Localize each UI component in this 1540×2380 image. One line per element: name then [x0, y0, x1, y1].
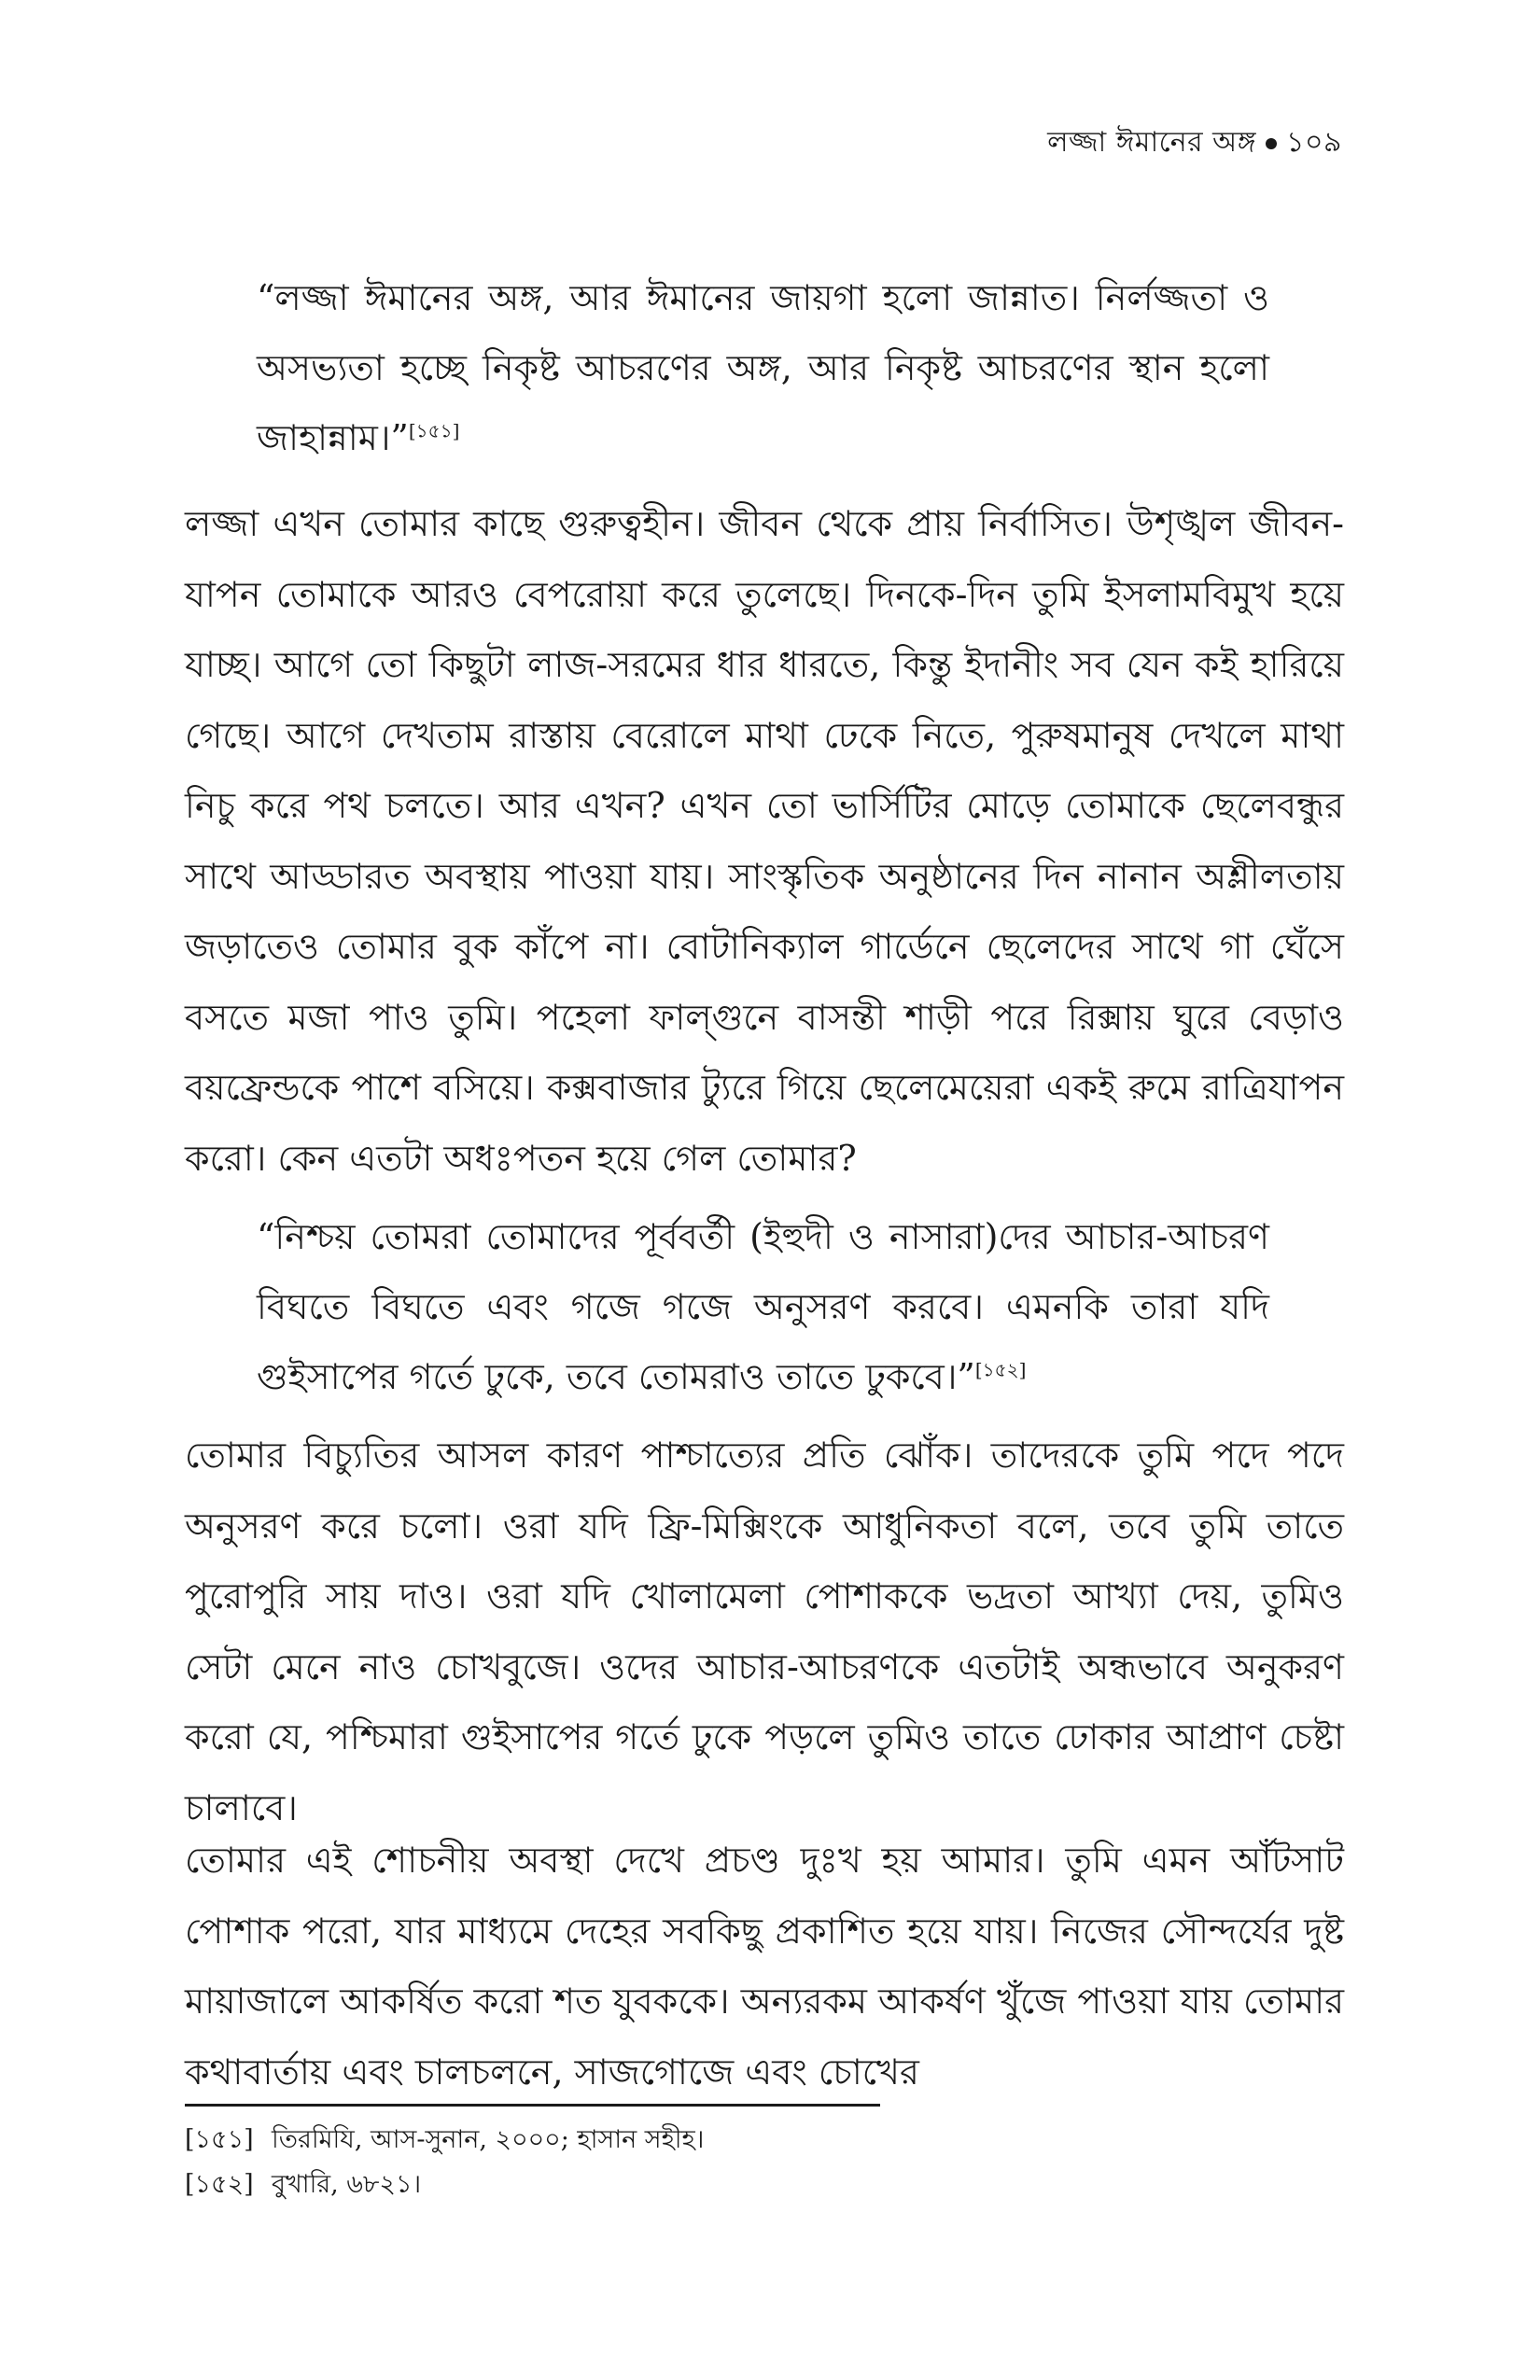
- footnote-ref-151: [১৫১]: [408, 419, 460, 442]
- footnote-number: [১৫১]: [185, 2125, 254, 2154]
- footnote-ref-152: [১৫২]: [974, 1358, 1027, 1381]
- hadith-quote-1-text: “লজ্জা ঈমানের অঙ্গ, আর ঈমানের জায়গা হলো জান্নাত। নির্লজ্জতা ও অসভ্যতা হচ্ছে নিকৃষ্ট আচরণের অঙ্গ, আর নিকৃষ্ট আচরণের স্থান হলো জাহান্নাম।”: [257, 277, 1269, 458]
- running-title: লজ্জা ঈমানের অঙ্গ: [1047, 126, 1257, 159]
- footnote-text: তিরমিযি, আস-সুনান, ২০০০; হাসান সহীহ।: [272, 2125, 705, 2154]
- running-head: [1047, 119, 1342, 167]
- hadith-quote-1: [257, 263, 1269, 473]
- hadith-quote-2-text: “নিশ্চয় তোমরা তোমাদের পূর্ববর্তী (ইহুদী ও নাসারা)দের আচার-আচরণ বিঘতে বিঘতে এবং গজে গজে অনুসরণ করবে। এমনকি তারা যদি গুইসাপের গর্তে ঢুকে, তবে তোমরাও তাতে ঢুকবে।”: [257, 1216, 1269, 1397]
- footnote-151: [185, 2121, 704, 2163]
- page-number: ১০৯: [1286, 126, 1342, 159]
- hadith-quote-2: [257, 1202, 1269, 1412]
- body-paragraph-2: তোমার বিচ্যুতির আসল কারণ পাশ্চাত্যের প্রতি ঝোঁক। তাদেরকে তুমি পদে পদে অনুসরণ করে চলো। ওরা যদি ফ্রি-মিক্সিংকে আধুনিকতা বলে, তবে তুমি তাতে পুরোপুরি সায় দাও। ওরা যদি খোলামেলা পোশাককে ভদ্রতা আখ্যা দেয়, তুমিও সেটা মেনে নাও চোখবুজে। ওদের আচার-আচরণকে এতটাই অন্ধভাবে অনুকরণ করো যে, পশ্চিমারা গুইসাপের গর্তে ঢুকে পড়লে তুমিও তাতে ঢোকার আপ্রাণ চেষ্টা চালাবে।: [185, 1435, 1344, 1828]
- footnote-number: [১৫২]: [185, 2170, 254, 2199]
- bullet-dot-icon: [1266, 138, 1277, 149]
- footnote-text: বুখারি, ৬৮২১।: [272, 2170, 422, 2199]
- footnote-divider: [185, 2104, 880, 2107]
- body-paragraph-3: তোমার এই শোচনীয় অবস্থা দেখে প্রচণ্ড দুঃখ হয় আমার। তুমি এমন আঁটসাট পোশাক পরো, যার মাধ্যমে দেহের সবকিছু প্রকাশিত হয়ে যায়। নিজের সৌন্দর্যের দুষ্ট মায়াজালে আকর্ষিত করো শত যুবককে। অন্যরকম আকর্ষণ খুঁজে পাওয়া যায় তোমার কথাবার্তায় এবং চালচলনে, সাজগোজে এবং চোখের: [185, 1840, 1344, 2093]
- body-paragraph-1: লজ্জা এখন তোমার কাছে গুরুত্বহীন। জীবন থেকে প্রায় নির্বাসিত। উশৃঙ্খল জীবন-যাপন তোমাকে আরও বেপরোয়া করে তুলেছে। দিনকে-দিন তুমি ইসলামবিমুখ হয়ে যাচ্ছ। আগে তো কিছুটা লাজ-সরমের ধার ধারতে, কিন্তু ইদানীং সব যেন কই হারিয়ে গেছে। আগে দেখতাম রাস্তায় বেরোলে মাথা ঢেকে নিতে, পুরুষমানুষ দেখলে মাথা নিচু করে পথ চলতে। আর এখন? এখন তো ভার্সিটির মোড়ে তোমাকে ছেলেবন্ধুর সাথে আড্ডারত অবস্থায় পাওয়া যায়। সাংস্কৃতিক অনুষ্ঠানের দিন নানান অশ্লীলতায় জড়াতেও তোমার বুক কাঁপে না। বোটানিক্যাল গার্ডেনে ছেলেদের সাথে গা ঘেঁসে বসতে মজা পাও তুমি। পহেলা ফাল্গুনে বাসন্তী শাড়ী পরে রিক্সায় ঘুরে বেড়াও বয়ফ্রেন্ডকে পাশে বসিয়ে। কক্সবাজার ট্যুরে গিয়ে ছেলেমেয়েরা একই রুমে রাত্রিযাপন করো। কেন এতটা অধঃপতন হয়ে গেল তোমার?: [185, 503, 1344, 1179]
- footnote-152: [185, 2165, 421, 2207]
